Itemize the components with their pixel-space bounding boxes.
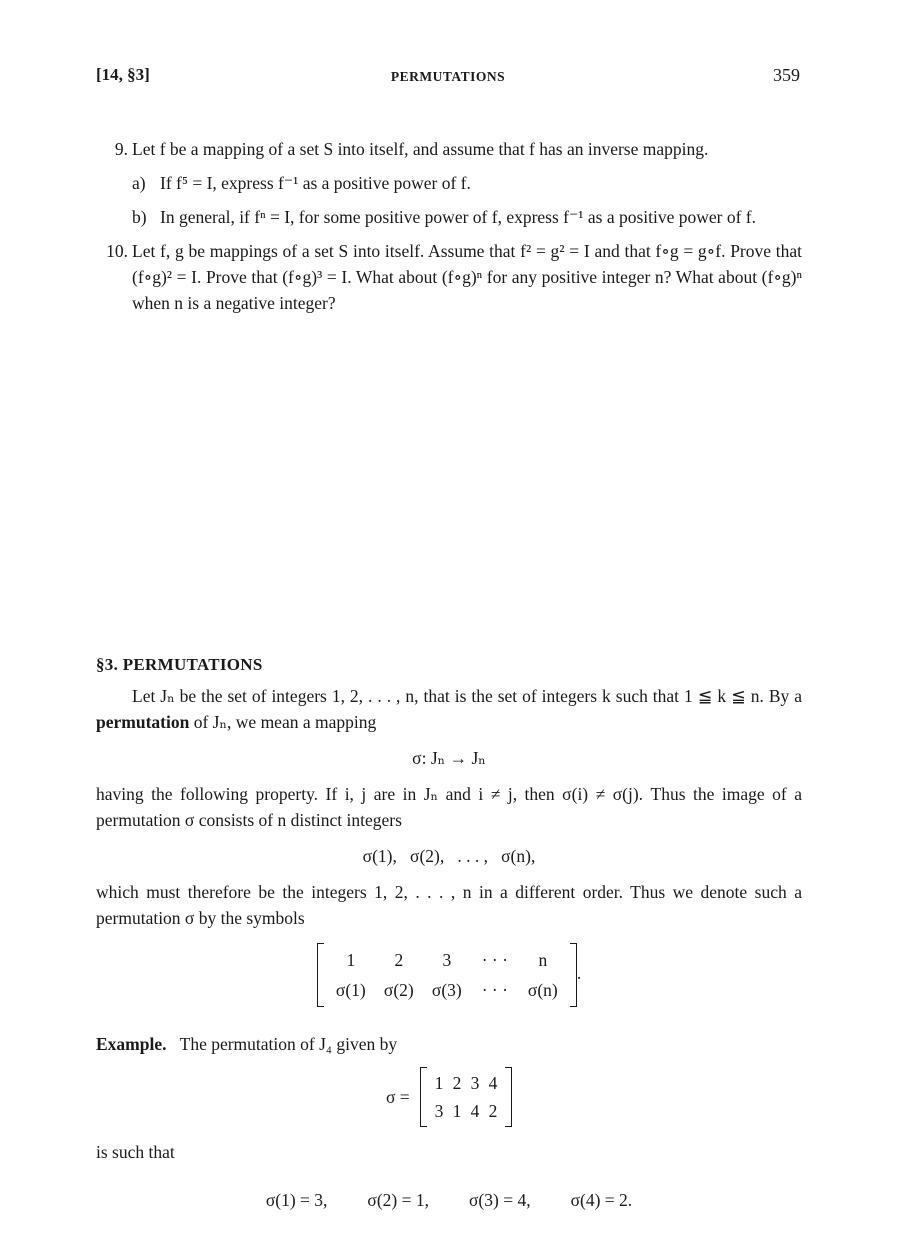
matrix-entry: σ(1) (335, 980, 366, 1000)
chapter-section-ref: [14, §3] (96, 65, 150, 84)
matrix-entry: σ(n) (527, 980, 558, 1000)
paragraph-property: having the following property. If i, j are in Jₙ and i ≠ j, then σ(i) ≠ σ(j). Thus the image of a permutation σ consists of n distinct integers (96, 784, 802, 830)
permutation-value: σ(1) = 3, (265, 1190, 328, 1210)
exercise-part-b (132, 204, 802, 230)
matrix-entry: σ(3) (431, 980, 462, 1000)
part-label: b) (132, 207, 147, 227)
matrix-entry: 2 (452, 1073, 462, 1093)
matrix-entry: · · · (481, 980, 508, 1000)
matrix-entry: 4 (470, 1101, 480, 1121)
mapping-display: σ: Jₙ → Jₙ (412, 748, 486, 768)
paragraph-definition (96, 683, 802, 735)
general-matrix-display (96, 943, 802, 1007)
permutation-values (96, 1187, 802, 1213)
matrix-entry: 3 (470, 1073, 480, 1093)
part-text: In general, if fⁿ = I, for some positive power of f, express f⁻¹ as a positive power of f. (160, 207, 757, 227)
matrix-trailing-period: . (576, 963, 582, 984)
matrix-entry: n (538, 950, 548, 970)
matrix-entry: 1 (434, 1073, 444, 1093)
matrix-entry: 2 (394, 950, 404, 970)
exercise-text: Let f, g be mappings of a set S into itself. Assume that f² = g² = I and that f∘g = g∘f. Prove that (f∘g)² = I. Prove that (f∘g)³ = I. What about (f∘g)ⁿ for any positive integer n? What about (f∘g)ⁿ when n is a negative integer? (132, 241, 802, 313)
example-paragraph (96, 1031, 802, 1057)
page-number: 359 (773, 65, 800, 85)
matrix-entry: 1 (452, 1101, 462, 1121)
exercise-number: 10. (106, 241, 128, 261)
matrix-entry: 3 (442, 950, 452, 970)
defined-term: permutation (96, 712, 190, 732)
matrix-entry: 3 (434, 1101, 444, 1121)
paragraph-text: Let Jₙ be the set of integers 1, 2, . . . , n, that is the set of integers k such that 1 ≦ k ≦ n. By a permutation of Jₙ, we mean a mapping (96, 686, 802, 732)
matrix-bottom-row (327, 975, 567, 1005)
matrix-entry: 1 (346, 950, 356, 970)
running-title: PERMUTATIONS (390, 69, 506, 84)
paragraph-notation: which must therefore be the integers 1, 2, . . . , n in a different order. Thus we denote such a permutation σ by the symbols (96, 882, 802, 928)
example-text: The permutation of J₄ given by (179, 1034, 398, 1054)
section-heading: §3. PERMUTATIONS (96, 655, 263, 674)
permutation-matrix (317, 943, 577, 1007)
running-header (96, 62, 800, 90)
exercise-9 (96, 136, 802, 230)
matrix-entry: · · · (481, 950, 508, 970)
exercise-10 (96, 238, 802, 316)
section-body (96, 683, 802, 1213)
sigma-equals: σ = (385, 1087, 410, 1107)
matrix-entry: 4 (488, 1073, 498, 1093)
exercise-list (96, 136, 802, 316)
permutation-value: σ(4) = 2. (570, 1190, 633, 1210)
permutation-value: σ(2) = 1, (367, 1190, 429, 1210)
image-list-display: σ(1), σ(2), . . . , σ(n), (362, 846, 536, 866)
example-matrix-display (96, 1067, 802, 1127)
part-text: If f⁵ = I, express f⁻¹ as a positive power of f. (160, 173, 471, 193)
exercise-text: Let f be a mapping of a set S into itself, and assume that f has an inverse mapping. (132, 139, 709, 159)
example-label: Example. (96, 1034, 167, 1054)
example-permutation-matrix (420, 1067, 512, 1127)
matrix-top-row (327, 945, 567, 975)
matrix-bottom-row (430, 1097, 502, 1125)
permutation-value: σ(3) = 4, (469, 1190, 531, 1210)
is-such-that-text: is such that (96, 1142, 175, 1162)
exercise-number: 9. (114, 139, 128, 159)
exercise-part-a (132, 170, 802, 196)
matrix-entry: σ(2) (383, 980, 414, 1000)
part-label: a) (132, 173, 146, 193)
matrix-top-row (430, 1069, 502, 1097)
matrix-entry: 2 (488, 1101, 498, 1121)
